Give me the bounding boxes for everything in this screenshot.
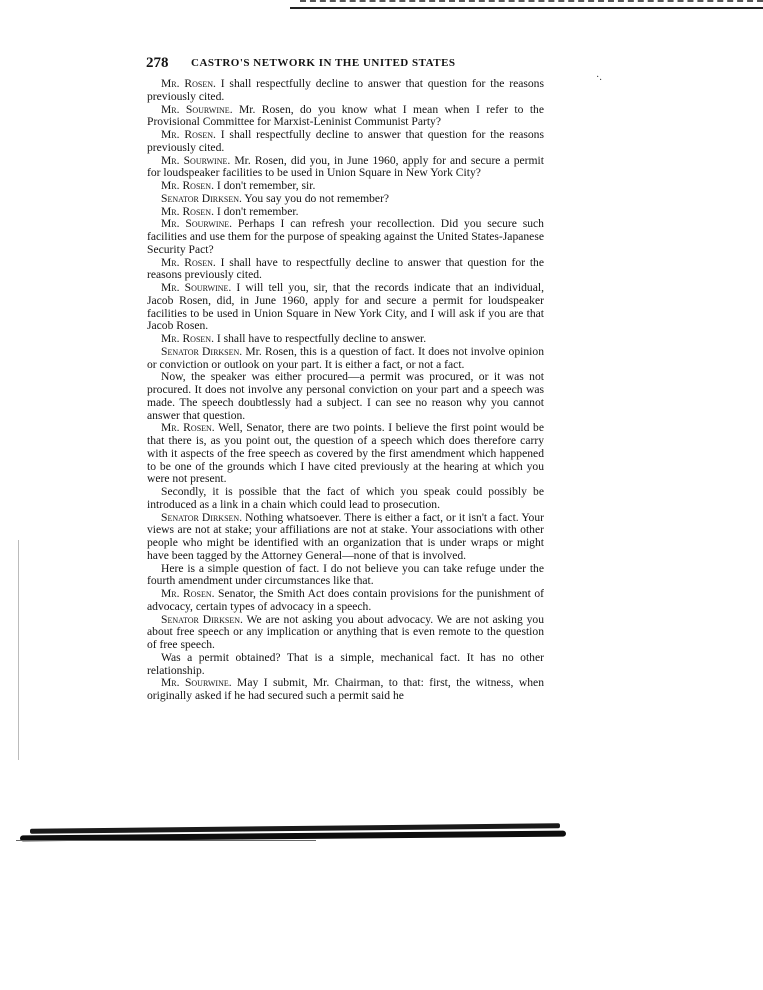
- speaker-name: Mr. Sourwine.: [161, 676, 232, 690]
- top-rule: [290, 7, 763, 9]
- speaker-name: Mr. Rosen.: [161, 204, 214, 218]
- paragraph-text: I don't remember.: [213, 204, 299, 218]
- paragraph-text: I shall respectfully decline to answer that question for the reasons previously cited.: [147, 128, 544, 154]
- speaker-name: Mr. Sourwine.: [161, 102, 233, 116]
- scan-speck: ·.: [596, 72, 602, 83]
- speaker-name: Senator Dirksen.: [161, 191, 242, 205]
- transcript-paragraph: [147, 346, 544, 372]
- transcript-paragraph: [147, 652, 544, 678]
- speaker-name: Mr. Sourwine.: [161, 217, 233, 231]
- transcript-paragraph: [147, 371, 544, 422]
- paragraph-text: Well, Senator, there are two points. I believe the first point would be that there is, as you point out, the question of a speech which does therefore carry with it aspects of the free speech as covered by the first amendment which happened to be one of the grounds which I have cited previously at the hearing at which you were not present.: [147, 421, 544, 486]
- page-header: [146, 55, 544, 73]
- paragraph-text: Secondly, it is possible that the fact of which you speak could possibly be introduced as a link in a chain which could lead to prosecution.: [147, 485, 544, 511]
- paragraph-text: Here is a simple question of fact. I do not believe you can take refuge under the fourth amendment under circumstances like that.: [147, 561, 544, 588]
- paragraph-text: May I submit, Mr. Chairman, to that: first, the witness, when originally asked if he had secured such a permit said he: [147, 676, 544, 702]
- speaker-name: Mr. Rosen.: [161, 77, 216, 90]
- speaker-name: Mr. Rosen.: [161, 587, 215, 600]
- running-head: CASTRO'S NETWORK IN THE UNITED STATES: [191, 57, 456, 69]
- speaker-name: Senator Dirksen.: [161, 612, 243, 626]
- paragraph-text: I shall respectfully decline to answer that question for the reasons previously cited.: [147, 77, 544, 103]
- transcript-paragraph: [147, 155, 544, 181]
- paragraph-text: Perhaps I can refresh your recollection. Did you secure such facilities and use them for the purpose of speaking against the United States-Japanese Security Pact?: [147, 217, 544, 256]
- bottom-rule-thin: [16, 840, 316, 841]
- top-scan-edge: [300, 0, 763, 11]
- speaker-name: Mr. Rosen.: [161, 255, 216, 269]
- paragraph-text: Mr. Rosen, do you know what I mean when I refer to the Provisional Committee for Marxist-Leninist Communist Party?: [147, 102, 544, 129]
- page-number: 278: [146, 55, 169, 71]
- transcript-paragraph: [147, 614, 544, 652]
- speaker-name: Mr. Sourwine.: [161, 281, 232, 294]
- transcript-paragraph: [147, 218, 544, 256]
- paragraph-text: I shall have to respectfully decline to answer.: [213, 332, 427, 345]
- transcript-paragraph: [147, 129, 544, 155]
- transcript-body: [147, 78, 544, 703]
- transcript-paragraph: [147, 104, 544, 130]
- transcript-paragraph: [147, 422, 544, 486]
- paragraph-text: You say you do not remember?: [241, 191, 390, 205]
- speaker-name: Mr. Rosen.: [161, 179, 214, 192]
- paragraph-text: Was a permit obtained? That is a simple, mechanical fact. It has no other relationship.: [147, 650, 544, 677]
- paragraph-text: Now, the speaker was either procured—a permit was procured, or it was not procured. It does not involve any personal conviction on your part and a speech was made. The speech doubtlessly had a subject. I can see no reason why you cannot answer that question.: [147, 370, 544, 422]
- speaker-name: Senator Dirksen.: [161, 344, 243, 358]
- transcript-paragraph: [147, 282, 544, 333]
- transcript-paragraph: [147, 563, 544, 589]
- paragraph-text: I don't remember, sir.: [213, 179, 316, 192]
- transcript-paragraph: [147, 78, 544, 104]
- transcript-paragraph: [147, 588, 544, 614]
- speaker-name: Mr. Rosen.: [161, 332, 214, 345]
- transcript-paragraph: [147, 512, 544, 563]
- paragraph-text: We are not asking you about advocacy. We are not asking you about free speech or any implication or anything that is even remote to the question of free speech.: [147, 612, 544, 651]
- paragraph-text: Senator, the Smith Act does contain provisions for the punishment of advocacy, certain types of advocacy in a speech.: [147, 587, 544, 613]
- paragraph-text: I shall have to respectfully decline to answer that question for the reasons previously cited.: [147, 255, 544, 282]
- speaker-name: Mr. Rosen.: [161, 421, 215, 435]
- transcript-paragraph: [147, 486, 544, 512]
- paragraph-text: Mr. Rosen, did you, in June 1960, apply for and secure a permit for loudspeaker facilities to be used in Union Square in New York City?: [147, 153, 544, 180]
- paragraph-text: Mr. Rosen, this is a question of fact. It does not involve opinion or conviction or outlook on your part. It is either a fact, or not a fact.: [147, 344, 544, 371]
- speaker-name: Senator Dirksen.: [161, 510, 243, 524]
- left-scan-edge: [18, 540, 19, 760]
- speaker-name: Mr. Rosen.: [161, 128, 216, 141]
- paragraph-text: I will tell you, sir, that the records indicate that an individual, Jacob Rosen, did, in June 1960, apply for and secure a permit for loudspeaker facilities to be used in Union Square in New York City, and I will ask if you are that Jacob Rosen.: [147, 281, 544, 333]
- paragraph-text: Nothing whatsoever. There is either a fact, or it isn't a fact. Your views are not at stake; your affiliations are not at stake. Your associations with other people who might be identified with an organization that is under wraps or might have been tagged by the Attorney General—none of that is involved.: [147, 510, 544, 562]
- transcript-paragraph: [147, 677, 544, 703]
- transcript-paragraph: [147, 257, 544, 283]
- speaker-name: Mr. Sourwine.: [161, 153, 231, 167]
